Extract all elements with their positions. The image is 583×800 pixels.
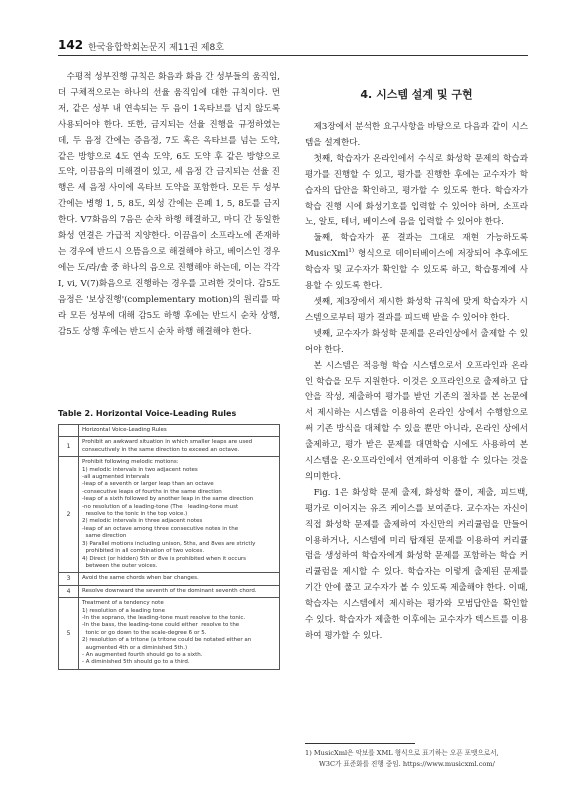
body-paragraph	[305, 231, 528, 295]
footnote-line: W3C가 표준화를 진행 중임. https://www.musicxml.com/	[319, 760, 495, 768]
table-row	[59, 457, 280, 573]
body-paragraph: 본 시스템은 적응형 학습 시스템으로서 오프라인과 온라인 학습을 모두 지원한다. 이것은 오프라인으로 출제하고 답안을 작성, 제출하여 평가를 받던 기존의 절차를 본 논문에서 제시하는 시스템을 이용하여 온라인 상에서 수행함으로써 기존 방식을 대체할 수 있을 뿐만 아니라, 온라인 상에서 출제하고, 평가 받은 문제를 대면학습 시에도 사용하여 본 시스템을 온·오프라인에서 연계하여 이용할 수 있다는 것을 의미한다.	[305, 360, 528, 482]
table-row	[59, 585, 280, 597]
footnote	[305, 748, 530, 770]
body-paragraph: 셋째, 제3장에서 제시한 화성학 규칙에 맞게 학습자가 시스템으로부터 평가 결과를 피드백 받을 수 있어야 한다.	[305, 296, 528, 323]
row-text: Treatment of a tendency note 1) resolution of a leading tone -In the soprano, the leading-tone must resolve to the tonic. -In the bass, the leading-tone could either resolve to the tonic or go down to the scale-degree 6 or 5. 2) resolution of a tritone (a tritone could be notated either an augmented 4th or a diminished 5th.) - An augmented fourth should go to a sixth. - A diminished 5th should go to a third.	[79, 598, 280, 670]
footnote-rule	[305, 743, 415, 744]
table-caption: Table 2. Horizontal Voice-Leading Rules	[58, 409, 237, 418]
left-column	[58, 70, 280, 340]
row-number: 5	[59, 598, 79, 670]
right-column	[305, 120, 528, 645]
body-paragraph: Fig. 1은 화성학 문제 출제, 화성학 풀이, 제출, 피드백, 평가로 이어지는 유즈 케이스를 보여준다. 교수자는 자신이 직접 화성학 문제를 출제하여 자신만의 커리큘럼을 만들어 이용하거나, 시스템에 미리 탑재된 문제를 이용하여 커리큘럼을 생성하여 학습자에게 화성학 문제를 포함하는 학습 커리큘럼을 제시할 수 있다. 학습자는 이렇게 출제된 문제를 기간 안에 풀고 교수자가 볼 수 있도록 제출해야 한다. 이때, 학습자는 시스템에서 제시하는 평가와 모범답안을 확인할 수 있다. 학습자가 제출한 이후에는 교수자가 텍스트를 이용하여 평가할 수 있다.	[305, 487, 528, 641]
table-row	[59, 598, 280, 670]
body-paragraph: 수평적 성부진행 규칙은 화음과 화음 간 성부들의 움직임, 더 구체적으로는 하나의 선율 움직임에 대한 규칙이다. 먼저, 같은 성부 내 연속되는 두 음이 1옥타브를 넘지 않도록 사용되어야 한다. 또한, 금지되는 선율 진행을 규정하였는데, 두 음정 간에는 증음정, 7도 혹은 옥타브를 넘는 도약, 같은 방향으로 4도 연속 도약, 6도 도약 후 같은 방향으로 도약, 이끔음의 미해결이 있고, 세 음정 간 금지되는 선율 진행은 세 음정 사이에 옥타브 도약을 포함한다. 모든 두 성부 간에는 병행 1, 5, 8도, 외성 간에는 은폐 1, 5, 8도를 금지한다. V7화음의 7음은 순차 하행 해결하고, 마디 간 동일한 화성 연결은 가급적 지양한다. 이끔음이 소프라노에 존재하는 경우에 반드시 으뜸음으로 해결해야 하고, 베이스인 경우에는 도/라/솔 중 하나의 음으로 진행해야 하는데, 이는 각각 I, vi, V(7)화음으로 진행하는 경우를 고려한 것이다. 감5도 음정은 '보상진행'(complementary motion)의 원리를 따라 모든 성부에 대해 감5도 하행 후에는 반드시 순차 상행, 감5도 상행 후에는 반드시 순차 하행 해결해야 한다.	[58, 72, 280, 337]
paragraph-text: 형식으로 데이터베이스에 저장되어 추후에도 학습자 및 교수자가 확인할 수 있도록 하고, 학습통계에 사용할 수 있도록 한다.	[305, 249, 528, 292]
table-header-cell: Horizontal Voice-Leading Rules	[79, 425, 280, 437]
row-text: Resolve downward the seventh of the dominant seventh chord.	[79, 585, 280, 597]
table-row	[59, 437, 280, 457]
paragraph-text: 둘째, 학습자가 푼 결과는 그대로 재현 가능하도록 MusicXml	[305, 233, 528, 260]
body-paragraph: 넷째, 교수자가 화성학 문제를 온라인상에서 출제할 수 있어야 한다.	[305, 328, 528, 355]
row-number: 1	[59, 437, 79, 457]
row-number: 2	[59, 457, 79, 573]
table-header-row	[59, 425, 280, 437]
row-text: Prohibit an awkward situation in which smaller leaps are used consecutively in the same direction to exceed an octave.	[79, 437, 280, 457]
row-text: Avoid the same chords when bar changes.	[79, 573, 280, 585]
footnote-line: 1) MusicXml은 악보를 XML 형식으로 표기하는 오픈 포맷으로서,	[305, 749, 499, 757]
row-number: 4	[59, 585, 79, 597]
footnote-marker: 1)	[348, 248, 354, 255]
page-number: 142	[58, 38, 84, 52]
table-row	[59, 573, 280, 585]
voice-leading-table	[58, 424, 280, 670]
table-header-empty-cell	[59, 425, 79, 437]
row-number: 3	[59, 573, 79, 585]
page-header	[58, 37, 528, 57]
section-title: 4. 시스템 설계 및 구현	[360, 88, 473, 101]
header-rule	[58, 55, 528, 56]
journal-name: 한국융합학회논문지 제11권 제8호	[88, 43, 224, 53]
row-text: Prohibit following melodic motions: 1) melodic intervals in two adjacent notes -all augmented intervals -leap of a seventh or larger leap than an octave -consecutive leaps of fourths in the same direction -leap of a sixth followed by another leap in the same direction -no resolution of a leading-tone (The leading-tone must resolve to the tonic in the top voice.) 2) melodic intervals in three adjacent notes -leap of an octave among three consecutive notes in the same direction 3) Parallel motions including unison, 5ths, and 8ves are strictly prohibited in all combination of two voices. 4) Direct (or hidden) 5th or 8ve is prohibited when it occurs between the outer voices.	[79, 457, 280, 573]
intro-paragraph: 제3장에서 분석한 요구사항을 바탕으로 다음과 같이 시스템을 설계한다.	[305, 122, 528, 148]
body-paragraph: 첫째, 학습자가 온라인에서 수식로 화성학 문제의 학습과 평가를 진행할 수 있고, 평가를 진행한 후에는 교수자가 학습자의 답안을 확인하고, 평가할 수 있도록 한다. 학습자가 학습 진행 시에 화성기호를 입력할 수 있어야 하며, 소프라노, 알토, 테너, 베이스에 음을 입력할 수 있어야 한다.	[305, 153, 528, 228]
